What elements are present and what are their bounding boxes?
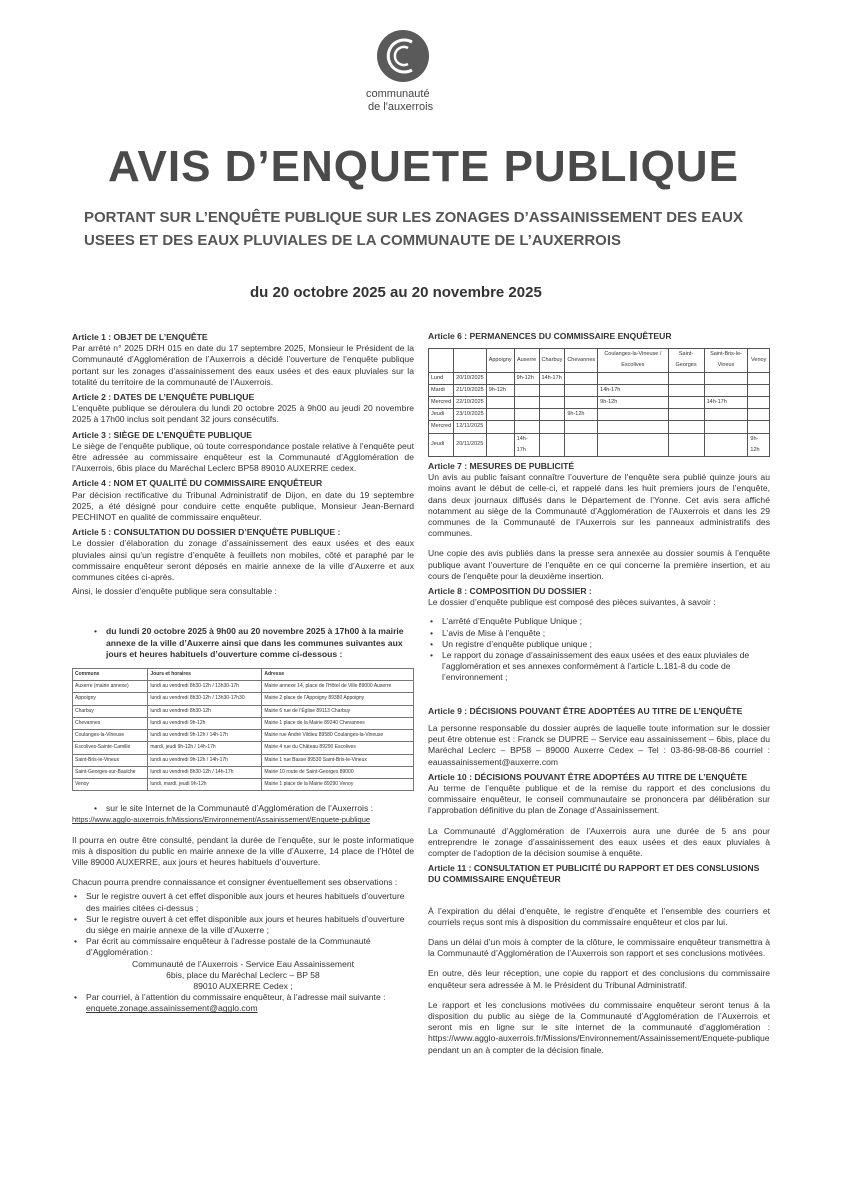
dossier-piece-item: • L’arrêté d’Enquête Publique Unique ; — [428, 616, 770, 627]
permanences-cell: 21/10/2025 — [454, 384, 487, 396]
article-11-title: Article 11 : CONSULTATION ET PUBLICITÉ DU RAPPORT ET DES CONSLUSIONS DU COMMISSAIRE ENQUÊTEUR — [428, 863, 760, 885]
table-row — [73, 705, 414, 717]
table-cell: Mairie rue André Vildieu 89580 Coulanges-la-Vineuse — [262, 730, 414, 742]
table-header-row — [73, 669, 414, 681]
article-10-text: Au terme de l’enquête publique et de la remise du rapport et des conclusions du commissaire enquêteur, le conseil communautaire se prononcera par délibération sur l’approbation définitive du plan de Zonage d’Assainissement. — [428, 782, 770, 816]
permanences-row — [429, 384, 770, 396]
left-column — [72, 328, 414, 1015]
article-5-title: Article 5 : CONSULTATION DU DOSSIER D’ENQUÊTE PUBLIQUE : — [72, 527, 341, 538]
permanences-cell — [598, 409, 668, 421]
article-7-text-2: Une copie des avis publiés dans la presse sera annexée au dossier soumis à l’enquête publique avant l’ouverture de l’enquête en ce qui concerne la première insertion, et au cours de l’enquête pour la deuxième insertion. — [428, 548, 770, 581]
observations-intro: Chacun pourra prendre connaissance et consigner éventuellement ses observations : — [72, 877, 398, 888]
article-8-title: Article 8 : COMPOSITION DU DOSSIER : — [428, 586, 592, 597]
right-column — [428, 331, 770, 1059]
permanences-cell — [668, 384, 704, 396]
consultation-bullet-2 — [92, 803, 414, 814]
permanences-cell — [539, 409, 565, 421]
permanences-cell: 23/10/2025 — [454, 409, 487, 421]
permanences-cell — [486, 397, 514, 409]
permanences-cell — [668, 433, 704, 456]
logo — [360, 28, 470, 123]
permanences-cell: 9h-12h — [748, 433, 770, 456]
permanences-cell — [486, 372, 514, 384]
permanences-header-cell: Saint-Georges — [668, 349, 704, 372]
table-cell: Auxerre (mairie annexe) — [73, 681, 148, 693]
permanences-cell: 20/11/2025 — [454, 433, 487, 456]
permanences-header-cell: Coulanges-la-Vineuse / Escolives — [598, 349, 668, 372]
table-cell: Appoigny — [73, 693, 148, 705]
article-9-text: La personne responsable du dossier auprès de laquelle toute information sur le dossier peut être obtenue est : Franck se DUPRE – Service eau assainissement – 6bis, place du Maréchal Leclerc – BP58 – 89000 Auxerre Cedex – Tel : 03-86-98-08-86 courriel : eauassainissement@auxerre.com — [428, 722, 770, 767]
permanences-cell — [748, 384, 770, 396]
permanences-cell: Lund — [429, 372, 454, 384]
permanences-cell — [514, 421, 539, 433]
table-cell: Mairie 1 place de la Mairie 89290 Venoy — [262, 778, 414, 790]
article-5-text-2: Ainsi, le dossier d’enquête publique sera consultable : — [72, 586, 277, 597]
table-cell: Coulanges-la-Vineuse — [73, 730, 148, 742]
postal-address-line-3: 89010 AUXERRE Cedex ; — [193, 980, 293, 991]
permanences-cell: 14h-17h — [514, 433, 539, 456]
article-10-text-2: La Communauté d’Agglomération de l’Auxerrois aura une durée de 5 ans pour entreprendre le zonage d’assainissement des eaux usées et des eaux pluviales à compter de l’adoption de la décision soumise à enquête. — [428, 825, 770, 858]
article-1-text: Par arrêté n° 2025 DRH 015 en date du 17 septembre 2025, Monsieur le Président de la Communauté d’Agglomération de l’Auxerrois a décidé l’ouverture de l’enquête publique portant sur les zonages d’assainissement des eaux usées et des eaux pluviales sur la totalité du territoire de la communauté de l’Auxerrois. — [72, 343, 414, 387]
article-11-text-2: Dans un délai d’un mois à compter de la clôture, le commissaire enquêteur transmettra à la Communauté d’Agglomération de l’Auxerrois son rapport et ses conclusions motivées. — [428, 936, 770, 959]
permanences-cell — [704, 433, 748, 456]
observation-item-1: • Sur le registre ouvert à cet effet disponible aux jours et heures habituels d’ouverture des mairies citées ci-dessus ; — [72, 891, 414, 913]
postal-address-line-2: 6bis, place du Maréchal Leclerc – BP 58 — [166, 969, 320, 980]
permanences-cell: 12/11/2025 — [454, 421, 487, 433]
permanences-cell — [565, 372, 598, 384]
permanences-cell: Mardi — [429, 384, 454, 396]
permanences-row — [429, 433, 770, 456]
permanences-cell — [668, 397, 704, 409]
permanences-cell — [668, 421, 704, 433]
dossier-pieces-list — [428, 616, 770, 683]
table-row — [73, 730, 414, 742]
article-3-text: Le siège de l’enquête publique, où toute correspondance postale relative à l’enquête peut être adressée au commissaire enquêteur est la Communauté d’Agglomération de l’Auxerrois, 6bis place du Maréchal Leclerc BP58 89010 AUXERRE cedex. — [72, 440, 414, 474]
table-cell: lundi au vendredi 8h30-12h / 14h-17h — [148, 766, 262, 778]
permanences-header-cell: Venoy — [748, 349, 770, 372]
table-cell: lundi au vendredi 9h-12h / 14h-17h — [148, 730, 262, 742]
table-cell: lundi, mardi, jeudi 9h-12h — [148, 778, 262, 790]
table-cell: lundi au vendredi 9h-12h — [148, 717, 262, 729]
permanences-cell — [598, 372, 668, 384]
table-cell: Escolives-Sainte-Camille — [73, 742, 148, 754]
permanences-cell: 22/10/2025 — [454, 397, 487, 409]
table-row — [73, 754, 414, 766]
article-3-title: Article 3 : SIÈGE DE L’ENQUÊTE PUBLIQUE — [72, 429, 253, 440]
table-header-cell: Commune — [73, 669, 148, 681]
article-8-text: Le dossier d’enquête publique est composé des pièces suivantes, à savoir : — [428, 597, 716, 608]
permanences-cell: 9h-12h — [565, 409, 598, 421]
table-cell: Charbuy — [73, 705, 148, 717]
permanences-cell — [565, 397, 598, 409]
permanences-header-cell: Appoigny — [486, 349, 514, 372]
table-cell: lundi au vendredi 8h30-12h — [148, 705, 262, 717]
article-5-text: Le dossier d’élaboration du zonage d’assainissement des eaux usées et des eaux pluviales ainsi qu’un registre d’enquête à feuillets non mobiles, côté et paraphé par le commissaire enquêteur seront déposés en mairie annexe de la ville d’Auxerre et aux communes citées ci-après. — [72, 538, 414, 583]
website-link[interactable]: https://www.agglo-auxerrois.fr/Missions/Environnement/Assainissement/Enquete-publique — [72, 815, 371, 825]
table-cell: Saint-Georges-sur-Baulche — [73, 766, 148, 778]
page-title: AVIS D’ENQUETE PUBLIQUE — [108, 142, 739, 191]
permanences-header-cell: Charbuy — [539, 349, 565, 372]
table-cell: Mairie 10 route de Saint-Georges 89000 — [262, 766, 414, 778]
permanences-cell — [565, 433, 598, 456]
permanences-header-cell: Chevannes — [565, 349, 598, 372]
permanences-header-cell — [429, 349, 454, 372]
permanences-cell: Jeudi — [429, 409, 454, 421]
table-cell: lundi au vendredi 8h30-12h / 13h30-17h — [148, 681, 262, 693]
table-cell: Mairie 6 rue de l’Église 89113 Charbuy — [262, 705, 414, 717]
table-row — [73, 681, 414, 693]
article-7-title: Article 7 : MESURES DE PUBLICITÉ — [428, 461, 575, 472]
table-header-cell: Jours et horaires — [148, 669, 262, 681]
article-11-text-4: Le rapport et les conclusions motivées du commissaire enquêteur seront tenus à la disposition du public au siège de la Communauté d’Agglomération de l’Auxerrois et seront mis en ligne sur le site internet de la communauté d’agglomération : https://www.agglo-auxerrois.fr/Missions/Environnement/Assainissement/Enquete-publique pendant un an à compter de la décision finale. — [428, 999, 770, 1055]
permanences-cell — [514, 397, 539, 409]
table-cell: Mairie 1 rue Basse 89530 Saint-Bris-le-Vineux — [262, 754, 414, 766]
permanences-cell — [539, 397, 565, 409]
table-row — [73, 693, 414, 705]
article-4-text: Par décision rectificative du Tribunal Administratif de Dijon, en date du 19 septembre 2025, a été désigné pour conduire cette enquête publique, Monsieur Jean-Bernard PECHINOT en qualité de commissaire enquêteur. — [72, 489, 414, 523]
permanences-cell: 9h-12h — [514, 372, 539, 384]
permanences-cell: Jeudi — [429, 433, 454, 456]
permanences-header-cell: Saint-Bris-le-Vineux — [704, 349, 748, 372]
logo-line1: communauté — [366, 88, 430, 100]
table-cell: Mairie 1 place de la Mairie 89240 Chevannes — [262, 717, 414, 729]
permanences-cell — [704, 372, 748, 384]
article-9-title: Article 9 : DÉCISIONS POUVANT ÊTRE ADOPTÉES AU TITRE DE L’ENQUÊTE — [428, 705, 743, 716]
inquiry-dates: du 20 octobre 2025 au 20 novembre 2025 — [250, 284, 542, 301]
permanences-cell — [514, 409, 539, 421]
permanences-cell — [704, 384, 748, 396]
observation-item-3: • Par écrit au commissaire enquêteur à l’adresse postale de la Communauté d’Agglomération : — [72, 936, 414, 958]
table-cell: Chevannes — [73, 717, 148, 729]
permanences-cell: 14h-17h — [539, 372, 565, 384]
permanences-row — [429, 421, 770, 433]
permanences-cell — [704, 409, 748, 421]
permanences-header-cell: Auxerre — [514, 349, 539, 372]
permanences-cell — [486, 409, 514, 421]
communaute-logo-icon — [372, 28, 434, 84]
article-2-text: L’enquête publique se déroulera du lundi 20 octobre 2025 à 9h00 au jeudi 20 novembre 2025 à 17h00 inclus soit pendant 32 jours consécutifs. — [72, 403, 414, 425]
observation-item-2: • Sur le registre ouvert à cet effet disponible aux jours et heures habituels d’ouverture du siège en mairie annexe de la ville d’Auxerre ; — [72, 914, 414, 936]
permanences-row — [429, 397, 770, 409]
permanences-cell: 20/10/2025 — [454, 372, 487, 384]
article-7-text: Un avis au public faisant connaître l’ouverture de l’enquête sera publié quinze jours au moins avant le début de celle-ci, et rappelé dans les huit premiers jours de l’enquête, dans deux journaux diffusés dans le Département de l’Yonne. Cet avis sera affiché notamment au siège de la Communauté d’Agglomération de l’Auxerrois et dans les 29 communes de la Communauté de l’Auxerrois sur les panneaux administratifs des communes. — [428, 472, 770, 539]
dossier-piece-item: • Le rapport du zonage d’assainissement des eaux usées et des eaux pluviales de l’agglomération et ses annexes conformément à l’article L.181-8 du code de l’environnement ; — [428, 650, 770, 684]
table-row — [73, 778, 414, 790]
consultation-places-table — [72, 668, 414, 791]
permanences-cell — [539, 421, 565, 433]
permanences-cell — [565, 421, 598, 433]
table-header-cell: Adresse — [262, 669, 414, 681]
permanences-header-row — [429, 349, 770, 372]
email-link[interactable]: enquete.zonage.assainissement@agglo.com — [86, 1003, 258, 1014]
permanences-cell: 14h-17h — [704, 397, 748, 409]
permanences-cell: 9h-12h — [598, 397, 668, 409]
dossier-piece-item: • Un registre d’enquête publique unique ; — [428, 639, 770, 650]
permanences-cell — [565, 384, 598, 396]
observation-item-4: • Par courriel, à l’attention du commissaire enquêteur, à l’adresse mail suivante : — [72, 992, 414, 1003]
table-row — [73, 742, 414, 754]
logo-line2: de l'auxerrois — [368, 101, 434, 113]
permanences-cell — [704, 421, 748, 433]
article-1-title: Article 1 : OBJET DE L’ENQUÊTE — [72, 332, 208, 342]
poste-informatique-text: Il pourra en outre être consulté, pendant la durée de l’enquête, sur le poste informatique mis à disposition du public en mairie annexe de la ville d’Auxerre, 14 place de l’Hôtel de Ville 89000 AUXERRE, aux jours et heures habituels d’ouverture. — [72, 834, 414, 867]
page-subtitle: PORTANT SUR L’ENQUÊTE PUBLIQUE SUR LES ZONAGES D’ASSAINISSEMENT DES EAUX USEES ET DES EAUX PLUVIALES DE LA COMMUNAUTE DE L’AUXERROIS — [84, 209, 743, 249]
permanences-header-cell — [454, 349, 487, 372]
permanences-cell — [748, 421, 770, 433]
article-10-title: Article 10 : DÉCISIONS POUVANT ÊTRE ADOPTÉES AU TITRE DE L’ENQUÊTE — [428, 771, 748, 782]
permanences-cell — [668, 372, 704, 384]
consultation-bullet-2-text: sur le site Internet de la Communauté d’Agglomération de l’Auxerrois : — [106, 803, 374, 814]
table-cell: Mairie 2 place de l’Appoigny 89380 Appoigny — [262, 693, 414, 705]
permanences-cell: 9h-12h — [486, 384, 514, 396]
permanences-row — [429, 409, 770, 421]
table-cell: lundi au vendredi 8h30-12h / 13h30-17h30 — [148, 693, 262, 705]
table-cell: Mairie 4 rue du Château 89290 Escolives — [262, 742, 414, 754]
table-cell: lundi au vendredi 9h-12h / 14h-17h — [148, 754, 262, 766]
table-cell: mardi, jeudi 9h-12h / 14h-17h — [148, 742, 262, 754]
permanences-cell — [668, 409, 704, 421]
article-11-text-3: En outre, dès leur réception, une copie du rapport et des conclusions du commissaire enquêteur sera adressée à M. le Président du Tribunal Administratif. — [428, 968, 770, 990]
permanences-cell — [598, 433, 668, 456]
postal-address-line-1: Communauté de l’Auxerrois - Service Eau Assainissement — [131, 958, 355, 969]
permanences-cell — [514, 384, 539, 396]
article-2-title: Article 2 : DATES DE L’ENQUÊTE PUBLIQUE — [72, 392, 255, 403]
table-cell: Saint-Bris-le-Vineux — [73, 754, 148, 766]
permanences-cell — [748, 397, 770, 409]
consultation-bullet-1-text: du lundi 20 octobre 2025 à 9h00 au 20 novembre 2025 à 17h00 à la mairie annexe de la ville d’Auxerre ainsi que dans les communes suivantes aux jours et heures habituels d’ouverture comme ci-dessous : — [106, 626, 404, 659]
table-cell: Venoy — [73, 778, 148, 790]
permanences-cell: 14h-17h — [598, 384, 668, 396]
permanences-table — [428, 348, 770, 457]
table-row — [73, 717, 414, 729]
permanences-cell — [748, 372, 770, 384]
permanences-cell — [598, 421, 668, 433]
dossier-piece-item: • L’avis de Mise à l’enquête ; — [428, 628, 770, 639]
table-cell: Mairie annexe 14, place de l’Hôtel de Ville 89000 Auxerre — [262, 681, 414, 693]
consultation-bullet-1 — [92, 626, 414, 660]
article-11-text: À l’expiration du délai d’enquête, le registre d’enquête et l’ensemble des courriers et courriels reçus sont mis à disposition du commissaire enquêteur et clos par lui. — [428, 905, 770, 927]
article-6-title: Article 6 : PERMANENCES DU COMMISSAIRE ENQUÊTEUR — [428, 331, 672, 341]
permanences-cell: Mercred — [429, 397, 454, 409]
permanences-cell — [539, 384, 565, 396]
permanences-cell — [748, 409, 770, 421]
permanences-cell — [486, 421, 514, 433]
article-4-title: Article 4 : NOM ET QUALITÉ DU COMMISSAIRE ENQUÊTEUR — [72, 478, 323, 489]
permanences-cell — [539, 433, 565, 456]
permanences-cell: Mercred — [429, 421, 454, 433]
permanences-cell — [486, 433, 514, 456]
table-row — [73, 766, 414, 778]
permanences-row — [429, 372, 770, 384]
